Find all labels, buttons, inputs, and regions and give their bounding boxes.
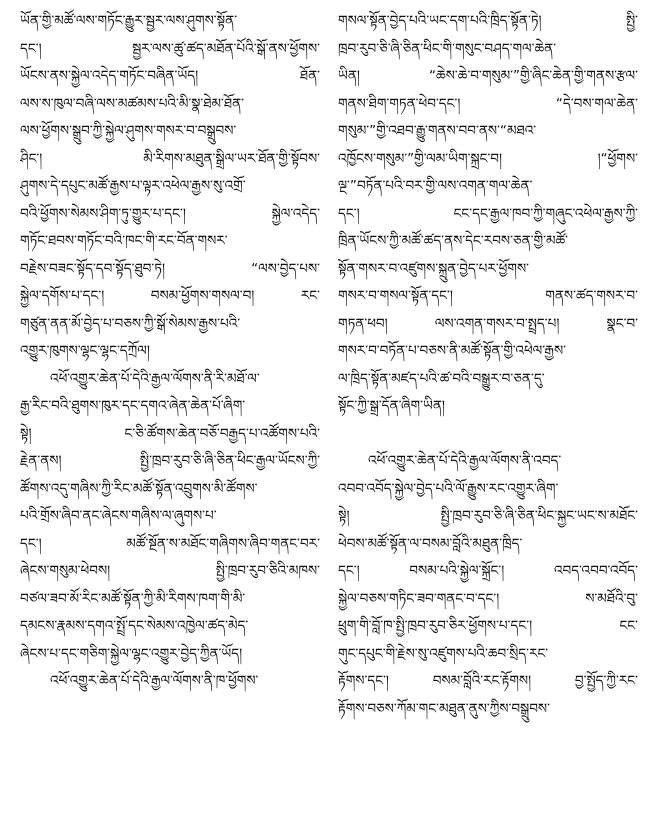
text-line: བའི་ཕྱོགས་སེམས་ཤིག་ཏུ་གྱུར་པ་དང་། སྐྱེལ་འདེད་ bbox=[20, 205, 320, 222]
left-column bbox=[20, 8, 320, 696]
text-line: ཡིན། “ཆེས་ཆེ་བ་གསུམ་”གྱི་ཞིང་ཆེན་གྱི་གནས་རྩལ་ bbox=[338, 68, 638, 84]
text-line: དང་། ངང་དང་རྒྱལ་ཁབ་ཀྱི་གཞུང་འཕེལ་རྒྱས་ཀྱི་ bbox=[338, 205, 638, 222]
text-line: གཙུན་ནན་མོ་བྱེད་པ་བཅས་ཀྱི་སྒོ་སེམས་རྒྱས་པའི་ bbox=[20, 315, 241, 332]
text-line: དམངས་རྣམས་དགའ་སྤྲོ་དང་སེམས་འཁྱེལ་ཚད་མེད་ bbox=[20, 618, 249, 634]
text-line: ཞེངས་གསུམ་ཕེབས། སྤྱི་ཁྲབ་རུབ་ཅིའི་མཁས་ bbox=[20, 563, 320, 579]
text-line: སྟེ། སྤྱི་ཁྲབ་རུབ་ཅི་ཞི་ཅིན་ཕིང་སྐྱང་ཡང་ས་མཐོང་ bbox=[338, 508, 638, 524]
text-line: པའི་གྲོས་ཞིབ་ནང་ཞེངས་གཞིས་ལ་ཞུགས་པ་ bbox=[20, 508, 217, 524]
text-line: གཏན་ཕབ། ལས་འགན་གསར་བ་སྤྲད་པ། སྣང་བ་ bbox=[338, 315, 638, 332]
text-line: སྟེ། ང་ཅི་ཚོགས་ཆེན་བཅོ་བརྒྱད་པ་འཚོགས་པའི་ bbox=[20, 425, 320, 442]
text-line: འཁྱོངས་གསུམ་”གྱི་ལམ་ཡིག་སྐྲང་བ། །“ཕྱོགས་ bbox=[338, 150, 638, 167]
text-line: སྐྱེལ་དགོས་པ་དང་། བསམ་ཕྱོགས་གསལ་བ། རང་ bbox=[20, 288, 320, 304]
text-line: ཤུགས་དེ་དཔུང་མཚོ་རྒྱས་པ་ལྟར་འཕེལ་རྒྱས་སུ་འགྲོ་ bbox=[20, 178, 246, 194]
text-line: གནས་ཐིག་གཏན་ཕེབ་དང་། “དེ་བས་གལ་ཆེན་ bbox=[338, 95, 638, 112]
text-line: བཙལ་ཟབ་མོ་རིང་མཚོ་སྟོན་ཀྱི་མི་རིགས་ཁག་གི་མི་ bbox=[20, 590, 246, 607]
text-line: ལས་ས་ཁུལ་བཞི་ལས་མཚམས་པའི་མི་སྣ་ཐེམ་ཐོན་ bbox=[20, 95, 245, 112]
text-line: ཚོགས་འདུ་གཞིས་ཀྱི་རིང་མཚོ་སྟོན་འབྲུགས་མི་ཚོགས་ bbox=[20, 480, 258, 497]
text-line: ཤིང་། མི་རིགས་མཐུན་སྒྲིལ་ཡར་ཐོན་གྱི་སྟོབས་ bbox=[20, 150, 320, 167]
text-line: ཡོངས་ནས་སྐྱེལ་འདེད་གཏོང་བཞིན་ཡོད། ཐོན་ bbox=[20, 68, 320, 84]
text-line: སྟོན་གསར་བ་འཛུགས་སྐྲུན་བྱེད་པར་ཕྱོགས་ bbox=[338, 260, 529, 277]
text-line: ལ་ཁྲིད་སྟོན་མཛད་པའི་ཚ་བའི་བསྒྱུར་བ་ཅན་དུ་ bbox=[338, 370, 545, 387]
text-line: རྟོགས་དང་། བསམ་བློའི་རང་རྟོགས། བྱ་སྤྱོད་ཀྱི་རང་ bbox=[338, 673, 638, 689]
text-line: ཕྲུག་གི་བློ་ཁ་སྤྱི་ཁྲབ་རུབ་ཅིར་ཕྱོགས་པ་དང་། ངང་ bbox=[338, 618, 638, 634]
text-line: ཞེངས་པ་དང་གཅིག་སྐྱེལ་ལྷང་འགྱུར་བྱེད་ཀྱིན་ཡོད། bbox=[20, 645, 243, 662]
text-line: འབབ་འབོད་སྐྱེལ་བྱེད་པའི་ལོ་རྒྱུས་རང་འགྱུར་ཞིག་ bbox=[338, 480, 559, 497]
right-column bbox=[338, 8, 638, 723]
text-line: རྗེན་ནས། སྤྱི་ཁྲབ་རུབ་ཅི་ཞི་ཅིན་ཕིང་རྒྱལ་ཡོངས་ཀྱི་ bbox=[20, 453, 320, 469]
text-line: འཕོ་འགྱུར་ཆེན་པོ་དེའི་རྒྱལ་ལོགས་ནི་འབད་ bbox=[368, 453, 562, 469]
text-line: གཏོང་ཐབས་གཏོང་བའི་ཁང་གི་རང་བོན་གསར་ bbox=[20, 233, 228, 249]
text-line: གསལ་སྟོན་བྱེད་པའི་ཡང་དག་པའི་ཁྲིད་སྟོན་ཏེ། སྤྱི་ bbox=[338, 13, 638, 29]
text-line: གསར་བ་གསལ་སྟོན་དང་། གནས་ཚད་གསར་བ་ bbox=[338, 288, 638, 304]
text-line: སྐྱེལ་བཅས་གཏིང་ཟབ་གནང་བ་དང་། ས་མཐོའི་བུ་ bbox=[338, 590, 638, 607]
text-line: དང་། མཚོ་སྔོན་ས་མཐོང་གཞིགས་ཞིབ་གནང་བར་ bbox=[20, 535, 320, 552]
text-line: བརྗེས་བཟང་སྟོད་དབ་སྟོད་ཐུབ་ཏེ། “ལས་བྱེད་པས་ bbox=[20, 260, 320, 277]
text-line: ཁྲིན་ཡོངས་ཀྱི་མཚོ་ཚད་ནས་དེང་རབས་ཅན་གྱི་མཚོ་ bbox=[338, 233, 569, 249]
text-line: ཡོན་གྱི་མཚོ་ལས་གཏོང་རྒྱུར་སྦྱར་ལས་ཤུགས་སྟོན་ bbox=[20, 13, 238, 29]
text-line: ཁྲབ་རུབ་ཅི་ཞི་ཅིན་ཕིང་གི་གསུང་བཤད་གལ་ཆེན་ bbox=[338, 40, 557, 57]
text-line: ལས་ཕྱོགས་སྒྲུབ་ཀྱི་སྐྱེལ་ཤུགས་གསར་བ་བསྒྲུབས་ bbox=[20, 123, 237, 139]
text-line: སྟོང་ཀྱི་སྒྲ་དོན་ཞིག་ཡིན། bbox=[338, 398, 445, 414]
text-line: འཕོ་འགྱུར་ཆེན་པོ་དེའི་རྒྱལ་ལོགས་ནི་རི་མཐོ་ལ་ bbox=[50, 370, 260, 387]
text-line bbox=[338, 421, 638, 449]
text-line: འགྱུར་ཁུགས་ལྷང་ལྷང་དཀྲོལ། bbox=[20, 343, 150, 359]
text-line: འཕོ་འགྱུར་ཆེན་པོ་དེའི་རྒྱལ་ལོགས་ནི་ཁ་ཕྱོགས་ bbox=[50, 673, 259, 689]
text-line: གུང་དཔུང་གི་རྗེས་སུ་འཛུགས་པའི་ཆབ་སྲིད་རང་ bbox=[338, 645, 549, 662]
text-line: རྟོགས་བཅས་ཀོམ་གང་མཐུན་ནུས་ཀྱིས་བསྒྲུབས་ bbox=[338, 700, 550, 717]
text-line: གསུམ་”གྱི་འཐབ་རྒྱུ་གནས་བབ་ནས་“མཐའ་ bbox=[338, 123, 537, 139]
text-line: ཕེབས་མཚོ་སྟོན་ལ་བསམ་བློའི་མཐུན་ཁྲིད་ bbox=[338, 535, 523, 552]
text-line: གསར་བ་བཏོན་པ་བཅས་ནི་མཚོ་སྟོན་གྱི་འཕེལ་རྒྱས་ bbox=[338, 343, 567, 359]
text-line: དང་། བསམ་པའི་སྐྱེལ་སྐྲོང་། འབད་འབབ་འབོད་ bbox=[338, 563, 638, 579]
text-line: རྒྱ་རིང་བའི་ཐུགས་ཁུར་དང་དགའ་ཞེན་ཆེན་པོ་ཞིག་ bbox=[20, 398, 246, 414]
text-line: དང་། སྦྱར་ལས་ཚུ་ཚད་མཐོན་པོའི་སྒོ་ནས་ཕྱོགས་ bbox=[20, 40, 320, 57]
text-line: ལྔ་”བཏོན་པའི་བར་གྱི་ལས་འགན་གལ་ཆེན་ bbox=[338, 178, 533, 194]
